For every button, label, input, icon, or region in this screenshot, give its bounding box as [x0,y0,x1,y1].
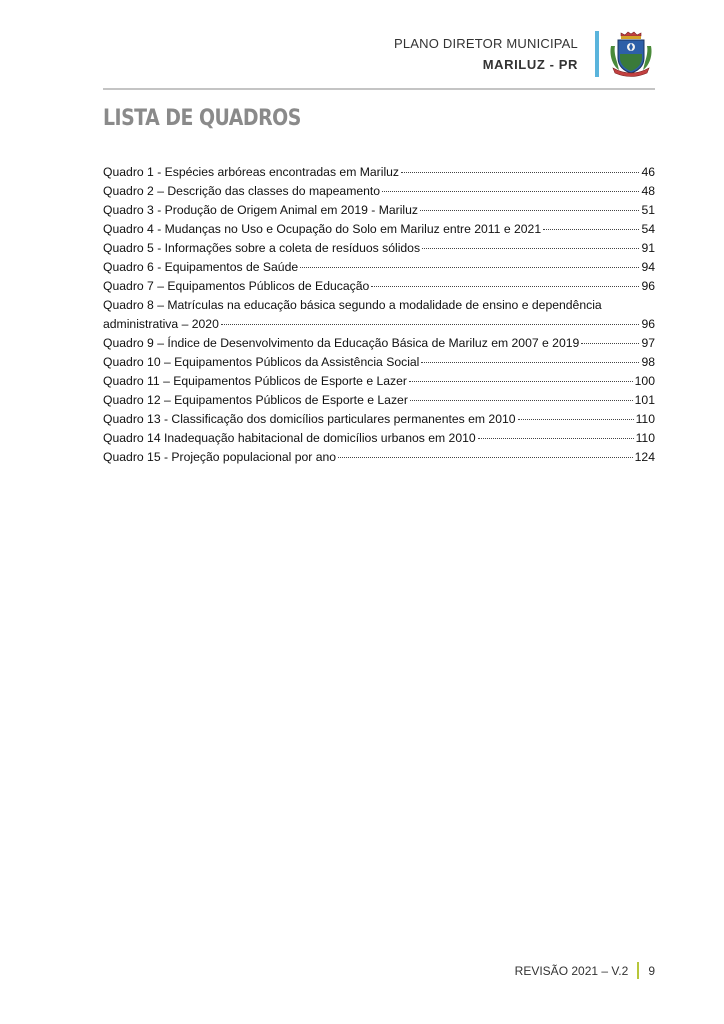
header-municipality: MARILUZ - PR [482,57,578,72]
toc-entry-title: Quadro 12 – Equipamentos Públicos de Esporte e Lazer [103,393,408,407]
toc-entry[interactable] [103,391,655,410]
toc-entry-title-line1: Quadro 8 – Matrículas na educação básica segundo a modalidade de ensino e dependência [103,298,602,312]
toc-page-number: 51 [641,203,655,217]
header-accent-bar [595,31,599,77]
document-header [394,34,578,75]
toc-entry-title: Quadro 1 - Espécies arbóreas encontradas em Mariluz [103,165,400,179]
toc-page-number: 101 [634,393,655,407]
toc-entry[interactable] [103,201,655,220]
toc-leader-dots [478,438,634,439]
toc-entry-title: Quadro 13 - Classificação dos domicílios particulares permanentes em 2010 [103,412,516,426]
revision-label: REVISÃO 2021 – V.2 [514,963,629,978]
toc-entry-title: Quadro 15 - Projeção populacional por ano [103,450,337,464]
toc-entry[interactable] [103,448,655,467]
toc-entry[interactable] [103,429,655,448]
toc-leader-dots [338,457,633,458]
toc-leader-dots [421,362,639,363]
page-number: 9 [648,963,655,978]
toc-leader-dots [382,191,639,192]
toc-entry-title: Quadro 9 – Índice de Desenvolvimento da Educação Básica de Mariluz em 2007 e 2019 [103,336,580,350]
toc-leader-dots [401,172,639,173]
toc-page-number: 94 [641,260,655,274]
toc-entry-title: Quadro 6 - Equipamentos de Saúde [103,260,299,274]
municipal-coat-of-arms-icon [607,30,655,78]
toc-leader-dots [300,267,639,268]
toc-entry[interactable] [103,372,655,391]
toc-leader-dots [422,248,639,249]
toc-page-number: 110 [635,431,655,445]
toc-entry[interactable] [103,163,655,182]
toc-leader-dots [371,286,639,287]
toc-entry-title: Quadro 5 - Informações sobre a coleta de resíduos sólidos [103,241,421,255]
toc-leader-dots [409,381,633,382]
toc-entry-title: Quadro 11 – Equipamentos Públicos de Esporte e Lazer [103,374,407,388]
toc-leader-dots [410,400,633,401]
toc-entry[interactable] [103,239,655,258]
toc-entry[interactable] [103,182,655,201]
toc-page-number: 54 [641,222,655,236]
page-footer [515,962,655,979]
toc-entry-title: Quadro 14 Inadequação habitacional de domicílios urbanos em 2010 [103,431,476,445]
toc-entry-title: Quadro 3 - Produção de Origem Animal em 2019 - Mariluz [103,203,418,217]
footer-separator [637,962,639,979]
toc-page-number: 96 [641,317,655,331]
toc-leader-dots [581,343,639,344]
toc-entry[interactable] [103,334,655,353]
toc-entry[interactable] [103,410,655,429]
page-title: LISTA DE QUADROS [103,106,301,131]
toc-page-number: 97 [641,336,655,350]
toc-leader-dots [518,419,634,420]
toc-page-number: 124 [634,450,655,464]
list-of-tables [103,163,655,467]
toc-entry-title: Quadro 10 – Equipamentos Públicos da Assistência Social [103,355,420,369]
toc-leader-dots [543,229,639,230]
toc-entry[interactable] [103,220,655,239]
toc-entry[interactable] [103,296,655,334]
header-title: PLANO DIRETOR MUNICIPAL [394,36,578,51]
toc-page-number: 48 [641,184,655,198]
toc-entry-title: administrativa – 2020 [103,317,219,331]
toc-entry-title: Quadro 2 – Descrição das classes do mapeamento [103,184,381,198]
toc-page-number: 96 [641,279,655,293]
toc-entry[interactable] [103,258,655,277]
toc-page-number: 100 [634,374,655,388]
toc-leader-dots [221,324,640,325]
header-divider [103,88,655,90]
toc-page-number: 46 [641,165,655,179]
toc-page-number: 98 [641,355,655,369]
toc-page-number: 110 [635,412,655,426]
toc-entry-title: Quadro 7 – Equipamentos Públicos de Educação [103,279,370,293]
toc-entry-title: Quadro 4 - Mudanças no Uso e Ocupação do Solo em Mariluz entre 2011 e 2021 [103,222,542,236]
toc-entry[interactable] [103,277,655,296]
toc-entry[interactable] [103,353,655,372]
toc-leader-dots [420,210,639,211]
toc-page-number: 91 [641,241,655,255]
